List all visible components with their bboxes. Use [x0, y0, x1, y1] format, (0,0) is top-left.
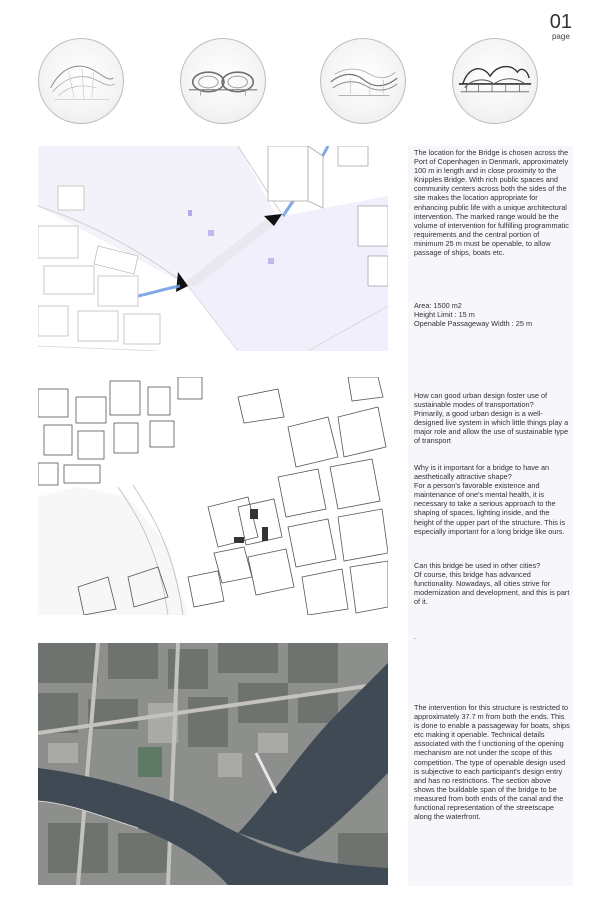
figure-ground-map — [38, 377, 388, 615]
aerial-photo — [38, 643, 388, 885]
concept-sketch-4 — [452, 38, 538, 124]
location-paragraph: The location for the Bridge is chosen across the Port of Copenhagen in Denmark, approximately 100 m in length and in close proximity to the Knipples Bridge. With rich public spaces and community centers across both the sides of the site makes the location appropriate for enhancing public life with a unique architectural intervention. The marked range would be the volume of intervention for fulfilling programmatic requirements and the central portion of minimum 25 m must be openable, to allow passage of ships, boats etc. — [414, 148, 569, 258]
question-2: Why is it important for a bridge to have an aesthetically attractive shape? — [414, 463, 550, 482]
dot-text: . — [414, 632, 417, 641]
answer-1: Primarily, a good urban design is a well-designed live system in which little things play a major role and allow the use of sustainable type of transport — [414, 409, 569, 446]
spec-height: Height Limit : 15 m — [414, 310, 475, 320]
intervention-paragraph: The intervention for this structure is restricted to approximately 37.7 m from both the ends. This is done to enable a passageway for boats, ships etc making it openable. Technical details associated with the f unctioning of the opening mechanism are not under the scope of this competition. The type of openable design used is subjective to each participant's design entry and has no restrictions. The section above shows the buildable span of the bridge to be measured from both ends of the canal and the functional representation of the streetscape along the waterfront. — [414, 703, 570, 822]
location-text — [414, 148, 570, 257]
qa-other-cities — [414, 561, 570, 606]
site-specs — [414, 301, 570, 328]
text-column — [408, 146, 573, 886]
separator-dot — [414, 632, 570, 641]
answer-3: Of course, this bridge has advanced functionality. Nowadays, all cities strive for modernization and development, and this is part of it. — [414, 570, 570, 607]
concept-sketch-1 — [38, 38, 124, 124]
spec-passageway: Openable Passageway Width : 25 m — [414, 319, 533, 329]
question-3: Can this bridge be used in other cities? — [414, 561, 541, 570]
qa-aesthetic-shape — [414, 463, 570, 536]
page-number-label: page — [551, 32, 570, 41]
spec-area: Area: 1500 m2 — [414, 301, 462, 310]
page-number-value: 01 — [549, 11, 572, 33]
answer-2: For a person's favorable existence and maintenance of one's mental health, it is necessary to take a serious approach to the shaping of spaces, lighting inside, and the height of the upper part of the structure. This is especially important for a long bridge like ours. — [414, 481, 566, 536]
intervention-text — [414, 703, 570, 821]
qa-sustainable-transport — [414, 391, 570, 446]
concept-sketch-3 — [320, 38, 406, 124]
page-number — [550, 12, 572, 42]
site-plan-map — [38, 146, 388, 351]
question-1: How can good urban design foster use of sustainable modes of transportation? — [414, 391, 548, 410]
concept-sketch-2 — [180, 38, 266, 124]
